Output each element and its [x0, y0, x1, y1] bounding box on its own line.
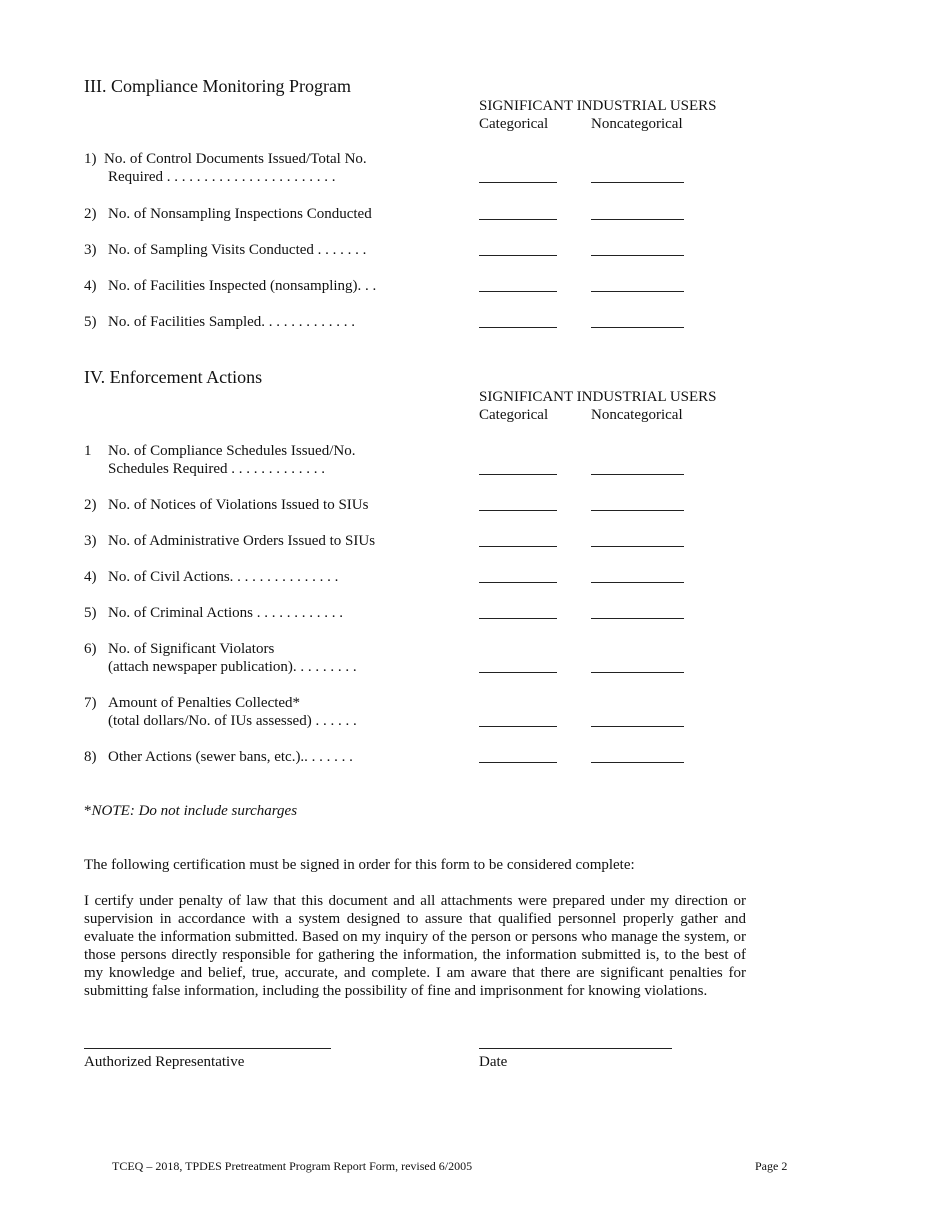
s4-item-5-num: 5): [84, 605, 97, 621]
authorized-representative-label: Authorized Representative: [84, 1054, 245, 1070]
s4-item-5-noncategorical-field[interactable]: [591, 618, 684, 619]
s4-item-7-noncategorical-field[interactable]: [591, 726, 684, 727]
s3-item-5-num: 5): [84, 314, 97, 330]
s3-item-1-num: 1): [84, 151, 97, 167]
s4-item-2-label: No. of Notices of Violations Issued to SIUs: [108, 497, 369, 513]
s3-item-4-noncategorical-field[interactable]: [591, 291, 684, 292]
s4-item-7-num: 7): [84, 695, 97, 711]
s3-item-2-categorical-field[interactable]: [479, 219, 557, 220]
s4-item-8-categorical-field[interactable]: [479, 762, 557, 763]
s3-item-2-noncategorical-field[interactable]: [591, 219, 684, 220]
section-3-siu-header: SIGNIFICANT INDUSTRIAL USERS: [479, 98, 717, 114]
s3-item-3-noncategorical-field[interactable]: [591, 255, 684, 256]
s3-item-5-categorical-field[interactable]: [479, 327, 557, 328]
certification-intro: The following certification must be signed in order for this form to be considered complete:: [84, 857, 635, 873]
s4-item-7-label: Amount of Penalties Collected*: [108, 695, 301, 711]
s4-item-2-num: 2): [84, 497, 97, 513]
s4-item-7-categorical-field[interactable]: [479, 726, 557, 727]
s3-item-4-num: 4): [84, 278, 97, 294]
s3-item-1-noncategorical-field[interactable]: [591, 182, 684, 183]
s4-item-4-noncategorical-field[interactable]: [591, 582, 684, 583]
s4-item-3-num: 3): [84, 533, 97, 549]
s4-item-1-label: No. of Compliance Schedules Issued/No.: [108, 443, 356, 459]
s3-item-3-label: No. of Sampling Visits Conducted . . . . . . .: [108, 242, 367, 258]
footer-page-number: Page 2: [755, 1159, 788, 1173]
s4-item-4-categorical-field[interactable]: [479, 582, 557, 583]
certification-statement: I certify under penalty of law that this document and all attachments were prepared under my direction or supervision in accordance with a system designed to assure that qualified personnel properly gather and evaluate the information submitted. Based on my inquiry of the person or persons who manage the system, or those persons directly responsible for gathering the information, the information submitted is, to the best of my knowledge and belief, true, accurate, and complete. I am aware that there are significant penalties for submitting false information, including the possibility of fine and imprisonment for knowing violations.: [84, 893, 746, 999]
s4-item-1-label-2: Schedules Required . . . . . . . . . . . . .: [108, 461, 326, 477]
s3-item-1-label-2: Required . . . . . . . . . . . . . . . . . . . . . . .: [108, 169, 336, 185]
s3-item-3-categorical-field[interactable]: [479, 255, 557, 256]
date-label: Date: [479, 1054, 508, 1070]
s4-item-5-label: No. of Criminal Actions . . . . . . . . . . . .: [108, 605, 343, 621]
note-asterisk: *: [84, 803, 92, 819]
s4-item-3-noncategorical-field[interactable]: [591, 546, 684, 547]
s3-item-5-noncategorical-field[interactable]: [591, 327, 684, 328]
s4-item-6-label-2: (attach newspaper publication). . . . . . . . .: [108, 659, 357, 675]
section-4-col-noncategorical: Noncategorical: [591, 407, 683, 423]
s4-item-1-num: 1: [84, 443, 92, 459]
s3-item-4-categorical-field[interactable]: [479, 291, 557, 292]
s4-item-6-num: 6): [84, 641, 97, 657]
section-4-col-categorical: Categorical: [479, 407, 549, 423]
footer-form-info: TCEQ – 2018, TPDES Pretreatment Program Report Form, revised 6/2005: [112, 1159, 473, 1173]
section-3-title: III. Compliance Monitoring Program: [84, 76, 351, 96]
s4-item-3-categorical-field[interactable]: [479, 546, 557, 547]
section-3-col-categorical: Categorical: [479, 116, 549, 132]
s3-item-5-label: No. of Facilities Sampled. . . . . . . . . . . . .: [108, 314, 356, 330]
s3-item-2-num: 2): [84, 206, 97, 222]
s4-item-4-num: 4): [84, 569, 97, 585]
s4-item-6-label: No. of Significant Violators: [108, 641, 275, 657]
s4-item-7-label-2: (total dollars/No. of IUs assessed) . . . . . .: [108, 713, 357, 729]
s4-item-8-noncategorical-field[interactable]: [591, 762, 684, 763]
s4-item-2-categorical-field[interactable]: [479, 510, 557, 511]
s4-item-6-noncategorical-field[interactable]: [591, 672, 684, 673]
section-4-title: IV. Enforcement Actions: [84, 367, 263, 387]
s3-item-1-label: No. of Control Documents Issued/Total No.: [104, 151, 367, 167]
note-text: NOTE: Do not include surcharges: [91, 803, 298, 819]
s4-item-1-noncategorical-field[interactable]: [591, 474, 684, 475]
s4-item-8-label: Other Actions (sewer bans, etc.).. . . . . . .: [108, 749, 353, 765]
s4-item-8-num: 8): [84, 749, 97, 765]
date-signature-line[interactable]: [479, 1048, 672, 1049]
s4-item-1-categorical-field[interactable]: [479, 474, 557, 475]
s4-item-2-noncategorical-field[interactable]: [591, 510, 684, 511]
section-3-col-noncategorical: Noncategorical: [591, 116, 683, 132]
s4-item-6-categorical-field[interactable]: [479, 672, 557, 673]
s4-item-5-categorical-field[interactable]: [479, 618, 557, 619]
section-4-siu-header: SIGNIFICANT INDUSTRIAL USERS: [479, 389, 717, 405]
authorized-representative-signature-line[interactable]: [84, 1048, 331, 1049]
surcharge-note: [84, 802, 297, 820]
s3-item-3-num: 3): [84, 242, 97, 258]
s3-item-1-categorical-field[interactable]: [479, 182, 557, 183]
s3-item-2-label: No. of Nonsampling Inspections Conducted: [108, 206, 372, 222]
s3-item-4-label: No. of Facilities Inspected (nonsampling). . .: [108, 278, 377, 294]
s4-item-4-label: No. of Civil Actions. . . . . . . . . . . . . . .: [108, 569, 339, 585]
s4-item-3-label: No. of Administrative Orders Issued to SIUs: [108, 533, 376, 549]
